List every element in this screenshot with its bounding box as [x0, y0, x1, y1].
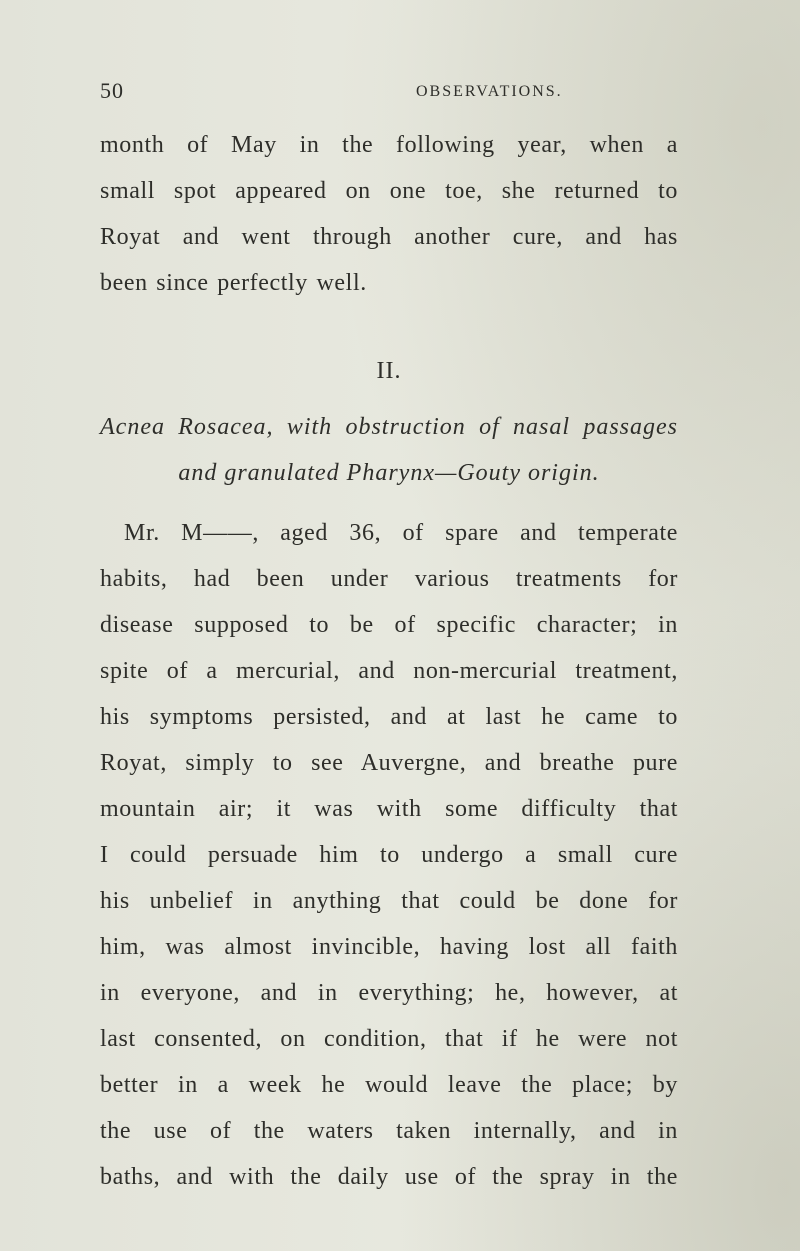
text-line: mountain air; it was with some difficulty that — [100, 796, 678, 822]
page-number: 50 — [100, 78, 124, 103]
text-line: better in a week he would leave the place; by — [100, 1072, 678, 1098]
case-title-line: Acnea Rosacea, with obstruction of nasal passages — [100, 414, 678, 440]
page-header — [100, 78, 680, 108]
text-line: small spot appeared on one toe, she returned to — [100, 178, 678, 204]
text-line: him, was almost invincible, having lost all faith — [100, 934, 678, 960]
text-line: baths, and with the daily use of the spray in the — [100, 1164, 678, 1190]
text-line: month of May in the following year, when a — [100, 132, 678, 158]
text-line: his symptoms persisted, and at last he came to — [100, 704, 678, 730]
running-head: OBSERVATIONS. — [416, 83, 563, 100]
text-line: habits, had been under various treatments for — [100, 566, 678, 592]
case-title-line: and granulated Pharynx—Gouty origin. — [178, 460, 600, 486]
text-line: disease supposed to be of specific character; in — [100, 612, 678, 638]
case-number: II. — [376, 358, 402, 384]
text-line: Royat, simply to see Auvergne, and breathe pure — [100, 750, 678, 776]
case-title — [100, 404, 678, 496]
continuation-paragraph — [100, 122, 678, 306]
text-line: Mr. M——, aged 36, of spare and temperate — [124, 520, 678, 546]
text-line: last consented, on condition, that if he were not — [100, 1026, 678, 1052]
text-line: Royat and went through another cure, and has — [100, 224, 678, 250]
text-line: spite of a mercurial, and non-mercurial treatment, — [100, 658, 678, 684]
text-line: I could persuade him to undergo a small cure — [100, 842, 678, 868]
text-line: his unbelief in anything that could be done for — [100, 888, 678, 914]
case-paragraph — [100, 510, 678, 1200]
text-line: been since perfectly well. — [100, 270, 367, 296]
text-line: the use of the waters taken internally, and in — [100, 1118, 678, 1144]
text-line: in everyone, and in everything; he, however, at — [100, 980, 678, 1006]
